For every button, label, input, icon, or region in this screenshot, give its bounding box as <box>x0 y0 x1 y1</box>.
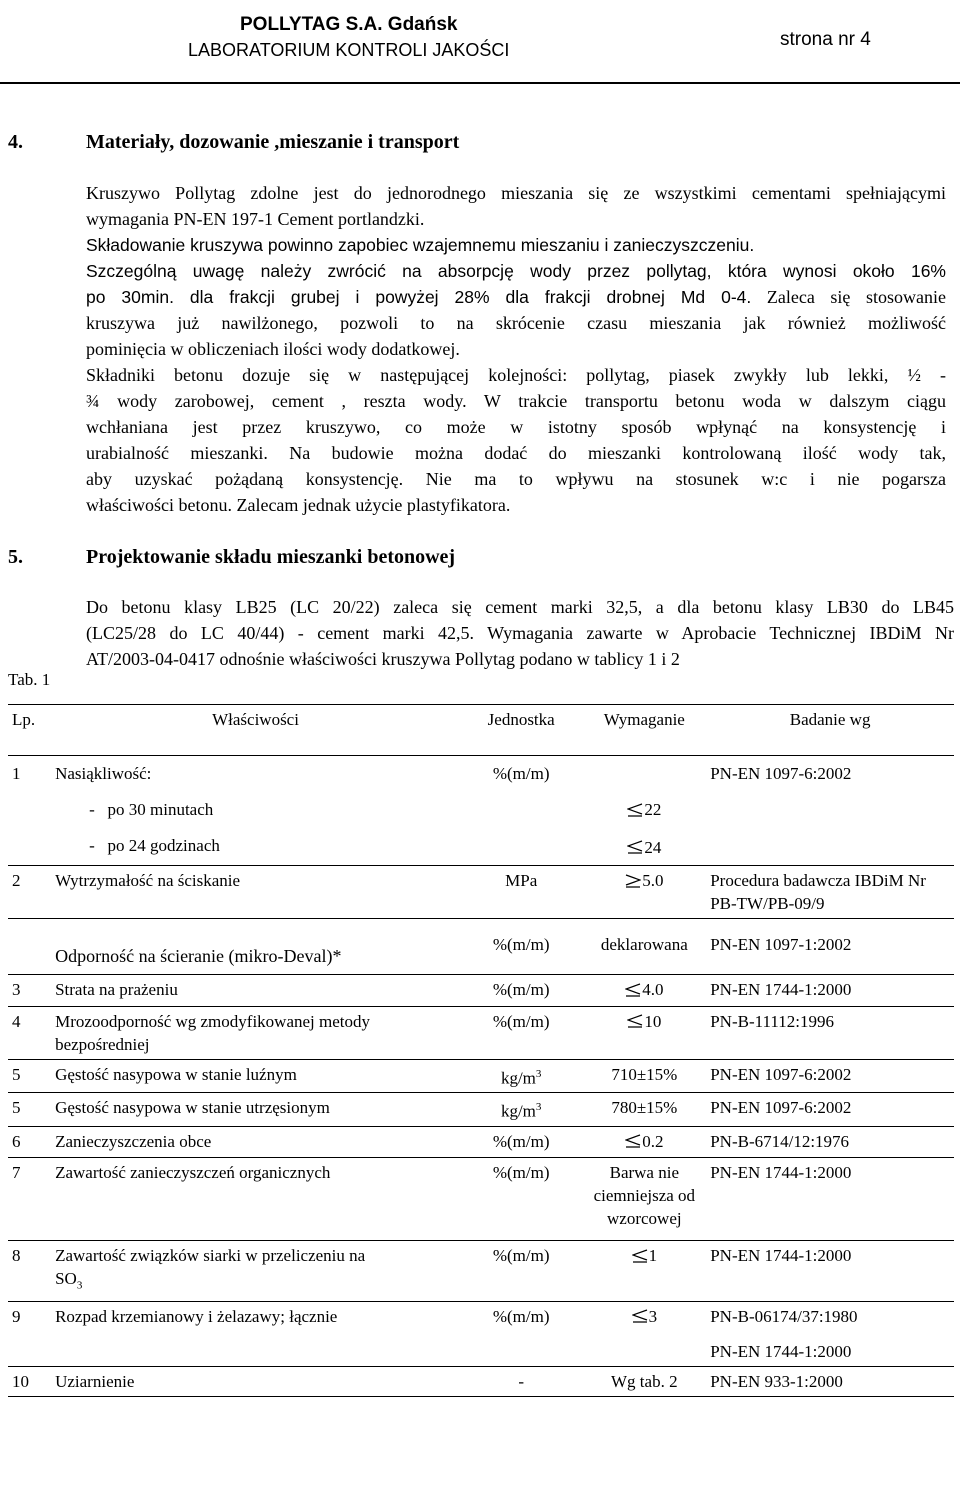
row-unit: %(m/m) <box>460 1241 582 1301</box>
row-requirement: Wg tab. 2 <box>582 1366 706 1396</box>
row-method: PN-EN 1097-6:2002 <box>706 756 954 866</box>
row-requirement: deklarowana <box>582 919 706 975</box>
row-lp: 5 <box>8 1093 51 1127</box>
page-number: strona nr 4 <box>780 29 871 50</box>
row-requirement: 5.0 <box>582 866 706 919</box>
s4-line: pominięcia w obliczeniach ilości wody dodatkowej. <box>86 339 460 359</box>
table-row <box>8 1241 954 1301</box>
header-divider <box>0 82 960 84</box>
row-property: Mrozoodporność wg zmodyfikowanej metody bezpośredniej <box>51 1006 460 1059</box>
company-name: POLLYTAG S.A. Gdańsk <box>240 14 458 35</box>
row-method: PN-EN 1097-6:2002 <box>706 1059 954 1093</box>
row-requirement: 1 <box>582 1241 706 1301</box>
table-row <box>8 1126 954 1158</box>
s4-line: Składniki betonu dozuje się w następującej kolejności: pollytag, piasek zwykły lub lekki, ½ - <box>86 365 946 385</box>
table-row <box>8 1158 954 1241</box>
row-method: PN-EN 1097-1:2002 <box>706 919 954 975</box>
s4-line: Kruszywo Pollytag zdolne jest do jednorodnego mieszania się ze wszystkimi cementami spełniającymi <box>86 183 946 203</box>
table-row <box>8 975 954 1007</box>
row-method: PN-B-06174/37:1980 PN-EN 1744-1:2000 <box>706 1301 954 1366</box>
section-5-number: 5. <box>8 546 23 568</box>
row-property: Gęstość nasypowa w stanie utrzęsionym <box>51 1093 460 1127</box>
table-header-row <box>8 705 954 756</box>
row-method: Procedura badawcza IBDiM Nr PB-TW/PB-09/9 <box>706 866 954 919</box>
less-equal-icon <box>632 1249 648 1263</box>
section-4-title: Materiały, dozowanie ,mieszanie i transport <box>86 131 460 153</box>
row-requirement: 710±15% <box>582 1059 706 1093</box>
header-unit: Jednostka <box>460 705 582 756</box>
sub-label: po 30 minutach <box>107 800 214 819</box>
row-method: PN-EN 1097-6:2002 <box>706 1093 954 1127</box>
row-lp: 7 <box>8 1158 51 1241</box>
header-method: Badanie wg <box>706 705 954 756</box>
s4-line: aby uzyskać pożądaną konsystencję. Nie ma to wpływu na stosunek w:c i nie pogarsza <box>86 469 946 489</box>
less-equal-icon <box>625 1134 641 1148</box>
row-method: PN-EN 1744-1:2000 <box>706 1158 954 1241</box>
row-property: Strata na prażeniu <box>51 975 460 1007</box>
header-requirement: Wymaganie <box>582 705 706 756</box>
row-property <box>51 756 460 866</box>
row-requirement: 0.2 <box>582 1126 706 1158</box>
properties-table <box>8 704 954 1397</box>
row-unit: MPa <box>460 866 582 919</box>
row-unit: %(m/m) <box>460 1301 582 1366</box>
row-property: Zawartość zanieczyszczeń organicznych <box>51 1158 460 1241</box>
row-unit: %(m/m) <box>460 975 582 1007</box>
section-4-number: 4. <box>8 131 23 153</box>
s4-line: ¾ wody zarobowej, cement , reszta wody. W trakcie transportu betonu woda w dalszym ciągu <box>86 391 946 411</box>
table-caption: Tab. 1 <box>8 670 51 689</box>
row-requirement: 3 <box>582 1301 706 1366</box>
row-unit: %(m/m) <box>460 1006 582 1059</box>
property-label: Nasiąkliwość: <box>55 764 152 783</box>
s4-line: właściwości betonu. Zalecam jednak użycie plastyfikatora. <box>86 495 511 515</box>
row-unit: %(m/m) <box>460 756 582 866</box>
row-property: Gęstość nasypowa w stanie luźnym <box>51 1059 460 1093</box>
row-method: PN-EN 1744-1:2000 <box>706 975 954 1007</box>
row-lp <box>8 919 51 975</box>
row-method: PN-EN 1744-1:2000 <box>706 1241 954 1301</box>
row-property: Zawartość związków siarki w przeliczeniu na $SO_3$ <box>51 1241 460 1301</box>
s4-line: Składowanie kruszywa powinno zapobiec wzajemnemu mieszaniu i zanieczyszczeniu. <box>86 235 755 255</box>
row-lp: 3 <box>8 975 51 1007</box>
row-property: Rozpad krzemianowy i żelazawy; łącznie <box>51 1301 460 1366</box>
row-requirement: 10 <box>582 1006 706 1059</box>
row-unit: %(m/m) <box>460 1126 582 1158</box>
row-method: PN-B-6714/12:1976 <box>706 1126 954 1158</box>
row-method: PN-EN 933-1:2000 <box>706 1366 954 1396</box>
s4-line: kruszywa już nawilżonego, pozwoli to na skrócenie czasu mieszania jak również możliwość <box>86 313 946 333</box>
row-lp: 6 <box>8 1126 51 1158</box>
header-lp: Lp. <box>8 705 51 756</box>
greater-equal-icon <box>625 874 641 888</box>
row-requirement: Barwa nie ciemniejsza od wzorcowej <box>582 1158 706 1241</box>
row-lp: 4 <box>8 1006 51 1059</box>
table-row <box>8 866 954 919</box>
row-requirement: 780±15% <box>582 1093 706 1127</box>
s4-line: Szczególną uwagę należy zwrócić na absorpcję wody przez pollytag, która wynosi około 16% <box>86 261 946 281</box>
s5-line: AT/2003-04-0417 odnośnie właściwości kruszywa Pollytag podano w tablicy 1 i 2 <box>86 649 680 669</box>
row-lp: 2 <box>8 866 51 919</box>
table-row <box>8 1006 954 1059</box>
row-lp: 10 <box>8 1366 51 1396</box>
section-4-body <box>86 180 946 518</box>
less-equal-icon <box>632 1309 648 1323</box>
table-row <box>8 1366 954 1396</box>
s4-line: wymagania PN-EN 197-1 Cement portlandzki. <box>86 209 425 229</box>
row-lp: 8 <box>8 1241 51 1301</box>
row-method: PN-B-11112:1996 <box>706 1006 954 1059</box>
row-property: Zanieczyszczenia obce <box>51 1126 460 1158</box>
row-unit: %(m/m) <box>460 1158 582 1241</box>
sub-item: - po 30 minutach <box>89 800 214 819</box>
table-row <box>8 1059 954 1093</box>
row-lp: 5 <box>8 1059 51 1093</box>
section-5-body <box>86 594 954 672</box>
row-unit: %(m/m) <box>460 919 582 975</box>
less-equal-icon <box>627 1014 643 1028</box>
row-requirement: 22 24 <box>582 756 706 866</box>
row-lp: 1 <box>8 756 51 866</box>
row-unit: - <box>460 1366 582 1396</box>
sub-label: po 24 godzinach <box>107 836 220 855</box>
s4-line: po 30min. dla frakcji grubej i powyżej 28% dla frakcji drobnej Md 0-4. Zaleca się stosowanie <box>86 287 947 307</box>
row-property: Wytrzymałość na ściskanie <box>51 866 460 919</box>
table-row <box>8 1301 954 1366</box>
row-property: Uziarnienie <box>51 1366 460 1396</box>
less-equal-icon <box>625 983 641 997</box>
table-row <box>8 756 954 866</box>
row-property: Odporność na ścieranie (mikro-Deval)* <box>51 919 460 975</box>
s5-line: (LC25/28 do LC 40/44) - cement marki 42,5. Wymagania zawarte w Aprobacie Technicznej IBDiM Nr <box>86 623 954 643</box>
s5-line: Do betonu klasy LB25 (LC 20/22) zaleca się cement marki 32,5, a dla betonu klasy LB30 do LB45 <box>86 597 954 617</box>
department-name: LABORATORIUM KONTROLI JAKOŚCI <box>188 40 510 60</box>
row-requirement: 4.0 <box>582 975 706 1007</box>
s4-line: wchłaniana jest przez kruszywo, co może w istotny sposób wpłynąć na konsystencję i <box>86 417 946 437</box>
less-equal-icon <box>627 840 643 854</box>
s4-line: urabialność mieszanki. Na budowie można dodać do mieszanki kontrolowaną ilość wody tak, <box>86 443 947 463</box>
row-lp: 9 <box>8 1301 51 1366</box>
header-property: Właściwości <box>51 705 460 756</box>
row-unit: $kg/m^3$ <box>460 1059 582 1093</box>
section-5-title: Projektowanie składu mieszanki betonowej <box>86 546 456 568</box>
table-row <box>8 919 954 975</box>
row-unit: $kg/m^3$ <box>460 1093 582 1127</box>
table-row <box>8 1093 954 1127</box>
less-equal-icon <box>627 803 643 817</box>
sub-item: - po 24 godzinach <box>89 836 220 855</box>
